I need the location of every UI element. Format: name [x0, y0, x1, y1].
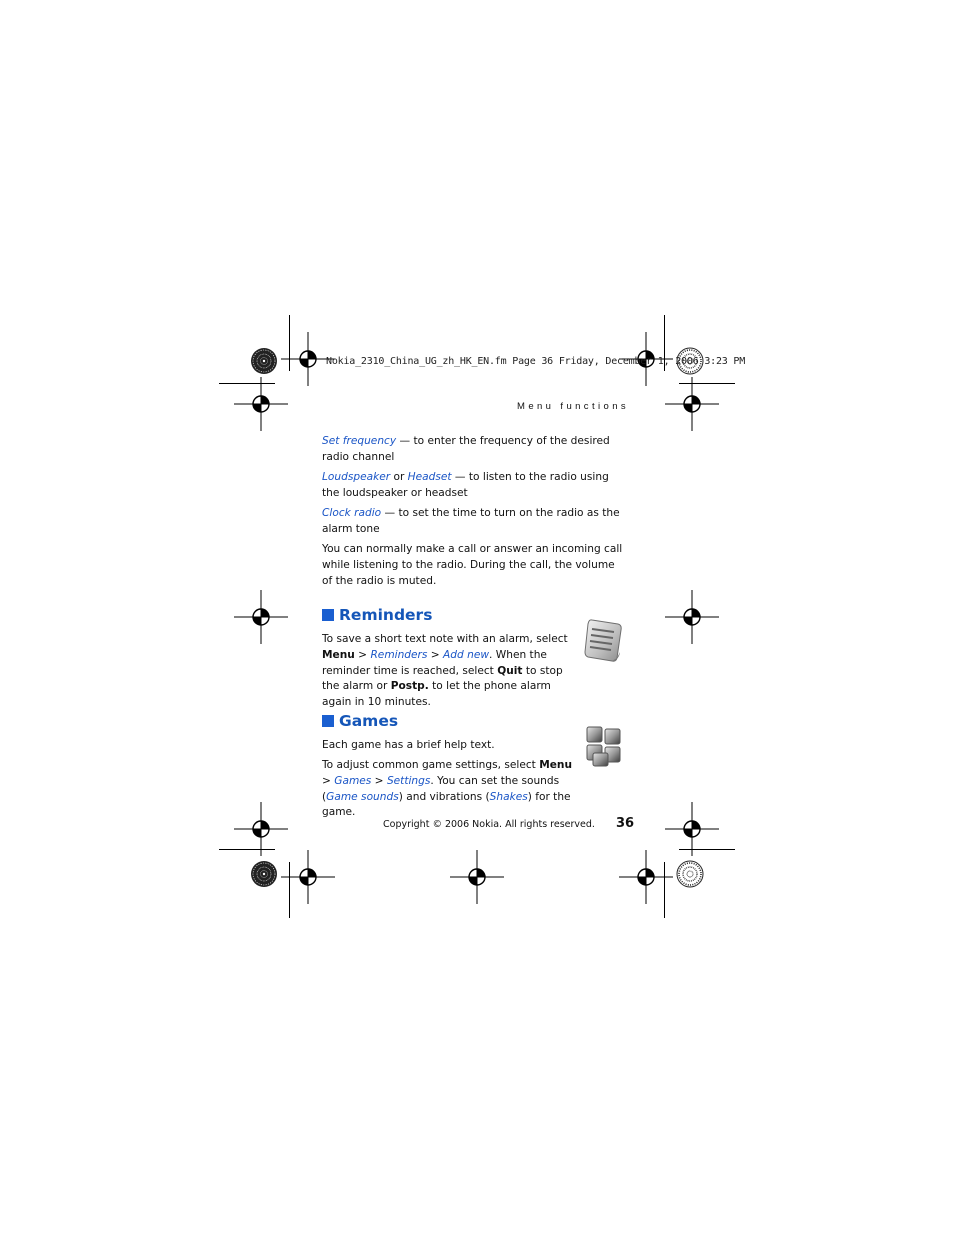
reminders-heading-text: Reminders [339, 606, 433, 624]
loudspeaker-term: Loudspeaker [322, 471, 391, 483]
page-number: 36 [616, 816, 635, 831]
running-head: Menu functions [517, 401, 630, 412]
or-text: or [390, 471, 408, 483]
separator: > [354, 648, 371, 661]
games-text-3: ) and vibrations ( [398, 790, 490, 803]
notepad-icon [582, 616, 624, 664]
quit-term: Quit [497, 664, 523, 677]
heading-square-icon [322, 609, 334, 621]
reminders-heading [322, 606, 432, 624]
add-new-link: Add new [443, 648, 490, 661]
loudspeaker-text: — to listen to the radio using the loudspeaker or headset [322, 471, 609, 499]
games-heading [322, 712, 398, 730]
menu-term: Menu [322, 648, 355, 661]
headset-term: Headset [407, 471, 452, 483]
reminders-text-1: To save a short text note with an alarm, select [322, 633, 568, 645]
separator: > [371, 774, 387, 787]
separator: > [427, 648, 444, 661]
print-slug: Nokia_2310_China_UG_zh_HK_EN.fm Page 36 Friday, December 1, 2006 3:23 PM [326, 356, 746, 367]
games-text-1: To adjust common game settings, select [322, 759, 540, 771]
menu-term: Menu [539, 759, 572, 771]
reminders-text-3: to stop the alarm or [322, 664, 563, 693]
reminders-text-2: . When the reminder time is reached, select [322, 648, 547, 677]
reminders-link: Reminders [370, 648, 428, 661]
games-help-paragraph: Each game has a brief help text. [322, 739, 495, 751]
reminders-paragraph [322, 632, 572, 711]
set-frequency-item [322, 434, 628, 466]
heading-square-icon [322, 715, 334, 727]
clock-radio-text: — to set the time to turn on the radio as the alarm tone [322, 507, 620, 535]
radio-call-note: You can normally make a call or answer an incoming call while listening to the radio. During the call, the volume of the radio is muted. [322, 543, 623, 587]
games-settings-paragraph [322, 758, 572, 821]
set-frequency-term: Set frequency [322, 435, 397, 447]
games-link: Games [334, 774, 372, 787]
clock-radio-item [322, 506, 628, 538]
reminders-text-4: to let the phone alarm again in 10 minutes. [322, 680, 551, 709]
separator: > [322, 774, 335, 787]
loudspeaker-item [322, 470, 628, 502]
shakes-link: Shakes [489, 790, 528, 803]
postp-term: Postp. [390, 680, 429, 693]
games-text-2: . You can set the sounds ( [322, 774, 560, 803]
game-sounds-link: Game sounds [326, 790, 399, 803]
games-text-4: ) for the game. [322, 790, 571, 819]
games-blocks-icon [584, 724, 626, 768]
set-frequency-text: — to enter the frequency of the desired radio channel [322, 435, 610, 463]
copyright-notice: Copyright © 2006 Nokia. All rights reserved. [383, 819, 595, 830]
games-heading-text: Games [339, 712, 399, 730]
settings-link: Settings [386, 774, 431, 787]
clock-radio-term: Clock radio [322, 507, 382, 519]
